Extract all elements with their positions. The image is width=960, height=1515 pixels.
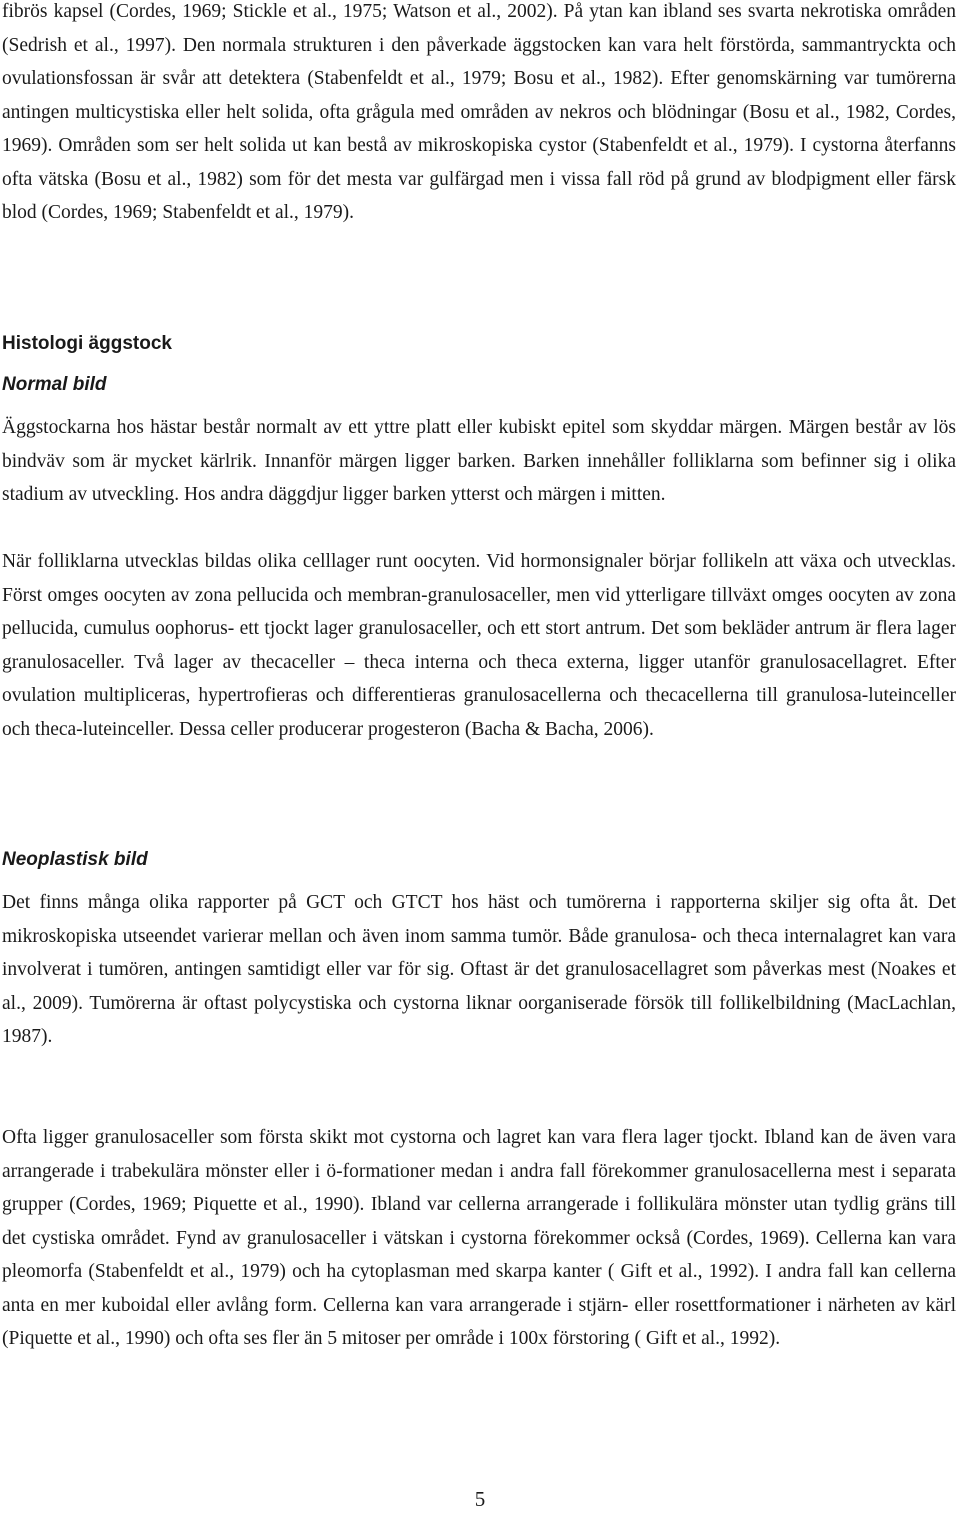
normal-paragraph-2: När folliklarna utvecklas bildas olika celllager runt oocyten. Vid hormonsignaler börjar follikeln att växa och utvecklas. Först omges oocyten av zona pellucida och membran-granulosaceller, men vid ytterligare tillväxt omges oocyten av zona pellucida, cumulus oophorus- ett tjockt lager granulosaceller, och ett stort antrum. Det som bekläder antrum är flera lager granulosaceller. Två lager av thecaceller – theca interna och theca externa, ligger utanför granulosacellagret. Efter ovulation multipliceras, hypertrofieras och differentieras granulosacellerna och thecacellerna till granulosa-luteinceller och theca-luteinceller. Dessa celler producerar progesteron (Bacha & Bacha, 2006).: [2, 551, 956, 740]
intro-paragraph: fibrös kapsel (Cordes, 1969; Stickle et al., 1975; Watson et al., 2002). På ytan kan ibland ses svarta nekrotiska områden (Sedrish et al., 1997). Den normala strukturen i den påverkade äggstocken kan vara helt förstörda, sammantryckta och ovulationsfossan är svår att detektera (Stabenfeldt et al., 1979; Bosu et al., 1982). Efter genomskärning var tumörerna antingen multicystiska eller helt solida, ofta grågula med områden av nekros och blödningar (Bosu et al., 1982, Cordes, 1969). Områden som ser helt solida ut kan bestå av mikroskopiska cystor (Stabenfeldt et al., 1979). I cystorna återfanns ofta vätska (Bosu et al., 1982) som för det mesta var gulfärgad men i vissa fall röd på grund av blodpigment eller färsk blod (Cordes, 1969; Stabenfeldt et al., 1979).: [2, 1, 956, 223]
neoplastic-paragraph-2: Ofta ligger granulosaceller som första skikt mot cystorna och lagret kan vara flera lager tjockt. Ibland kan de även vara arrangerade i trabekulära mönster eller i ö-formationer medan i andra fall förekommer granulosacellerna mest i separata grupper (Cordes, 1969; Piquette et al., 1990). Ibland var cellerna arrangerade i follikulära mönster utan tydlig gräns till det cystiska området. Fynd av granulosaceller i vätskan i cystorna förekommer också (Cordes, 1969). Cellerna kan vara pleomorfa (Stabenfeldt et al., 1979) och ha cytoplasman med skarpa kanter ( Gift et al., 1992). I andra fall kan cellerna anta en mer kuboidal eller avlång form. Cellerna kan vara arrangerade i stjärn- eller rosettformationer i närheten av kärl (Piquette et al., 1990) och ofta ses fler än 5 mitoser per område i 100x förstoring ( Gift et al., 1992).: [2, 1127, 956, 1349]
normal-paragraph-1: Äggstockarna hos hästar består normalt av ett yttre platt eller kubiskt epitel som skyddar märgen. Märgen består av lös bindväv som är mycket kärlrik. Innanför märgen ligger barken. Barken innehåller folliklarna som befinner sig i olika stadium av utveckling. Hos andra däggdjur ligger barken ytterst och märgen i mitten.: [2, 417, 956, 505]
subsection-heading-neoplastic: Neoplastisk bild: [2, 849, 148, 870]
page-number: 5: [474, 1487, 486, 1511]
subsection-heading-normal: Normal bild: [2, 374, 107, 395]
neoplastic-paragraph-1: Det finns många olika rapporter på GCT och GTCT hos häst och tumörerna i rapporterna skiljer sig ofta åt. Det mikroskopiska utseendet varierar mellan och även inom samma tumör. Både granulosa- och theca internalagret kan vara involverat i tumören, antingen samtidigt eller var för sig. Oftast är det granulosacellagret som påverkas mest (Noakes et al., 2009). Tumörerna är oftast polycystiska och cystorna liknar oorganiserade försök till follikelbildning (MacLachlan, 1987).: [2, 892, 956, 1047]
section-heading-histology: Histologi äggstock: [2, 333, 172, 354]
